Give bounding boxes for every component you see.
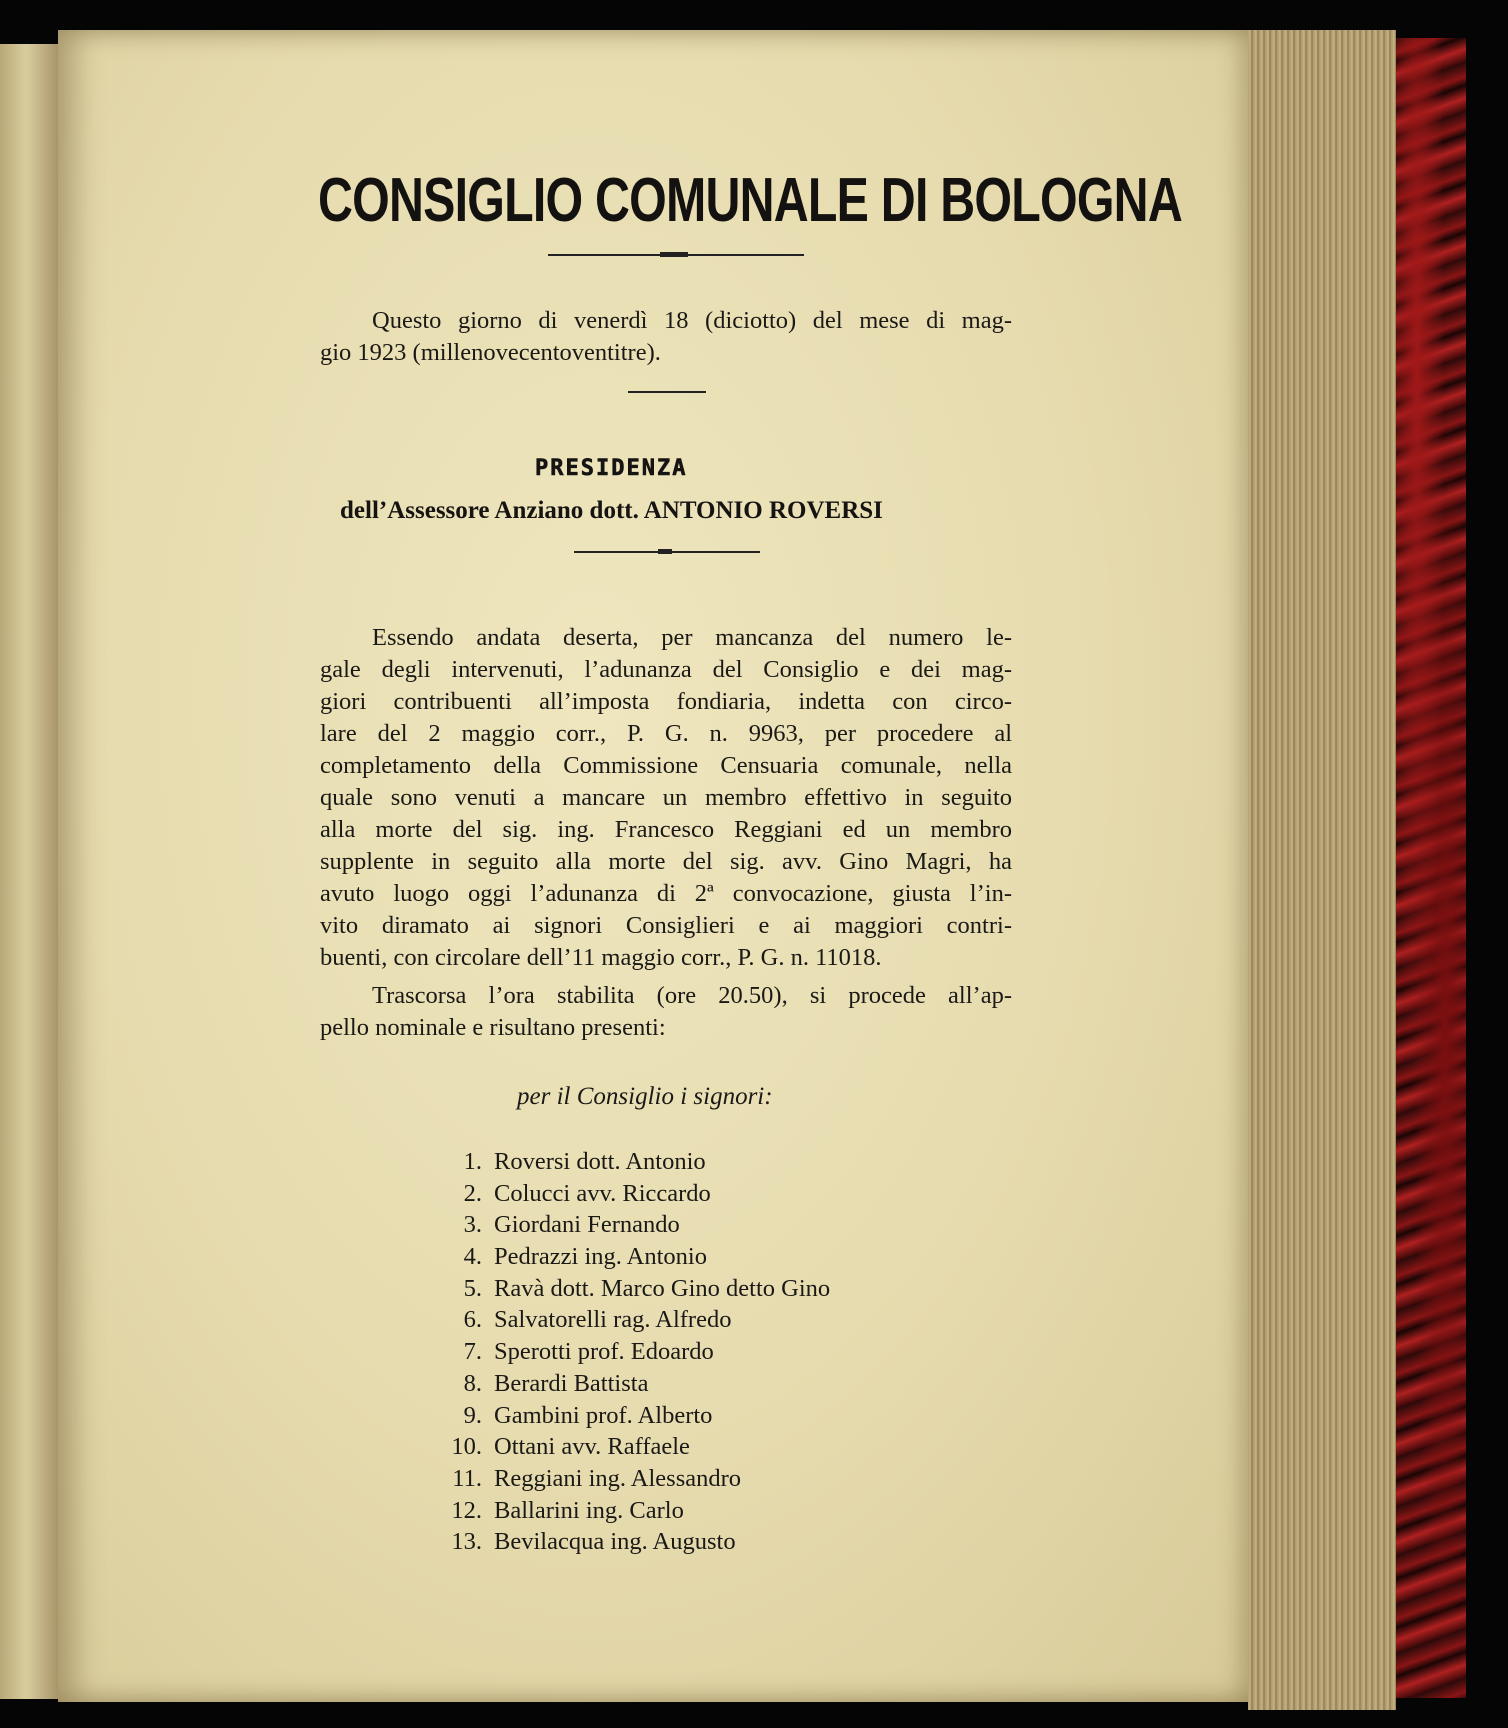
member-name: Colucci avv. Riccardo (494, 1179, 711, 1207)
list-item (440, 1463, 830, 1495)
member-number: 5. (463, 1274, 482, 1302)
roll-call-paragraph (320, 980, 1012, 1044)
date-line: Questo giorno di venerdì 18 (diciotto) del mese di mag- (372, 307, 1012, 334)
list-item (440, 1400, 830, 1432)
member-name: Ottani avv. Raffaele (494, 1433, 690, 1461)
member-number: 10. (451, 1433, 482, 1461)
roll-call-line: pello nominale e risultano presenti: (320, 1014, 666, 1041)
body-line: avuto luogo oggi l’adunanza di 2ª convocazione, giusta l’in- (320, 880, 1012, 907)
member-name: Gambini prof. Alberto (494, 1401, 713, 1429)
list-item (440, 1178, 830, 1210)
roll-call-line: Trascorsa l’ora stabilita (ore 20.50), si procede all’ap- (372, 982, 1012, 1009)
member-number: 2. (463, 1179, 482, 1207)
member-name: Roversi dott. Antonio (494, 1148, 706, 1175)
date-line: gio 1923 (millenovecentoventitre). (320, 339, 661, 366)
body-line: alla morte del sig. ing. Francesco Reggiani ed un membro (320, 816, 1012, 843)
list-item (440, 1304, 830, 1336)
member-name: Pedrazzi ing. Antonio (494, 1243, 707, 1271)
member-name: Reggiani ing. Alessandro (494, 1464, 742, 1492)
body-line: buenti, con circolare dell’11 maggio corr., P. G. n. 11018. (320, 944, 882, 971)
list-item (440, 1273, 830, 1305)
date-paragraph (320, 305, 1012, 369)
list-item (440, 1241, 830, 1273)
member-number: 9. (463, 1401, 482, 1429)
members-list (440, 1146, 830, 1558)
member-number: 3. (463, 1211, 482, 1239)
body-line: vito diramato ai signori Consiglieri e ai maggiori contri- (320, 912, 1012, 939)
list-item (440, 1368, 830, 1400)
list-item (440, 1336, 830, 1368)
presidency-rule-ornament (658, 549, 672, 554)
member-number: 13. (451, 1528, 482, 1556)
member-name: Giordani Fernando (494, 1211, 680, 1239)
body-paragraph (320, 622, 1012, 974)
presidency-heading: PRESIDENZA (535, 456, 688, 481)
member-number: 4. (463, 1243, 482, 1271)
member-number: 11. (452, 1464, 482, 1492)
page-title: CONSIGLIO COMUNALE DI BOLOGNA (318, 166, 1182, 235)
list-item (440, 1526, 830, 1558)
body-line: Essendo andata deserta, per mancanza del numero le- (372, 624, 1012, 651)
member-name: Ballarini ing. Carlo (494, 1496, 684, 1524)
member-name: Berardi Battista (494, 1369, 649, 1397)
member-name: Ravà dott. Marco Gino detto Gino (494, 1274, 831, 1302)
body-line: gale degli intervenuti, l’adunanza del Consiglio e dei mag- (320, 656, 1012, 683)
member-name: Salvatorelli rag. Alfredo (494, 1306, 732, 1334)
section-rule (628, 391, 706, 393)
body-line: lare del 2 maggio corr., P. G. n. 9963, per procedere al (320, 720, 1012, 747)
body-line: quale sono venuti a mancare un membro effettivo in seguito (320, 784, 1012, 811)
body-line: giori contribuenti all’imposta fondiaria, indetta con circo- (320, 688, 1012, 715)
member-name: Bevilacqua ing. Augusto (494, 1528, 736, 1556)
member-name: Sperotti prof. Edoardo (494, 1338, 714, 1366)
list-item (440, 1431, 830, 1463)
body-line: completamento della Commissione Censuaria comunale, nella (320, 752, 1012, 779)
body-line: supplente in seguito alla morte del sig. avv. Gino Magri, ha (320, 848, 1012, 875)
member-number: 12. (451, 1496, 482, 1524)
list-item (440, 1495, 830, 1527)
member-number: 8. (463, 1369, 482, 1397)
list-item (440, 1146, 830, 1178)
list-caption: per il Consiglio i signori: (517, 1083, 773, 1110)
member-number: 6. (463, 1306, 482, 1334)
title-rule-ornament (660, 252, 688, 257)
member-number: 1. (463, 1148, 482, 1175)
list-item (440, 1209, 830, 1241)
presidency-name: dell’Assessore Anziano dott. ANTONIO ROVERSI (340, 497, 883, 524)
member-number: 7. (463, 1338, 482, 1366)
